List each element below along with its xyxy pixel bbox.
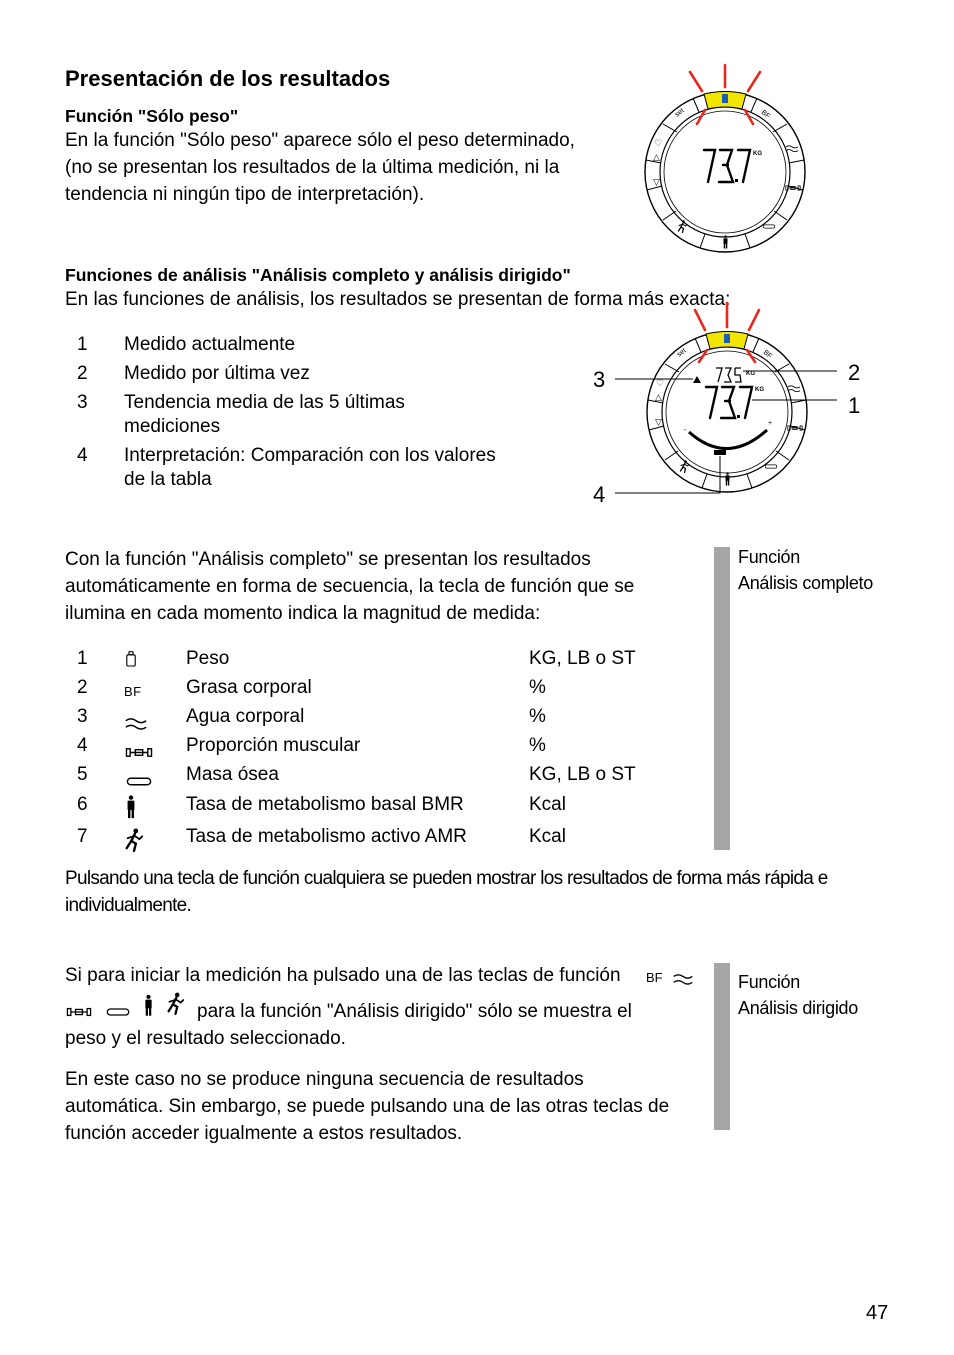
table-row-unit: KG, LB o ST — [529, 764, 636, 785]
completo-note: Pulsando una tecla de función cualquiera se pueden mostrar los resultados de forma más rápida e individualmente. — [65, 868, 828, 916]
dirigido-line-3: peso y el resultado seleccionado. — [65, 1028, 346, 1049]
table-row-number: 4 — [77, 735, 88, 756]
callout-3: 3 — [593, 367, 606, 392]
svg-text:set: set — [673, 107, 686, 119]
table-row-name: Agua corporal — [186, 706, 305, 727]
svg-text:BF: BF — [761, 349, 774, 361]
svg-text:△: △ — [655, 392, 662, 402]
table-row-name: Masa ósea — [186, 764, 279, 785]
legend-item: Medido actualmente — [124, 334, 296, 355]
weight-icon — [124, 649, 138, 669]
svg-text:KG: KG — [755, 387, 764, 393]
person-standing-icon — [143, 994, 154, 1017]
bone-icon — [104, 1006, 132, 1018]
table-row-unit: % — [529, 706, 546, 727]
legend-number: 2 — [77, 363, 88, 384]
body-fat-icon: BF — [124, 684, 142, 699]
legend-item: Medido por última vez — [124, 363, 310, 384]
svg-text:♡: ♡ — [656, 378, 665, 388]
person-standing-icon — [125, 795, 137, 819]
analisis-heading: Funciones de análisis "Análisis completo y análisis dirigido" — [65, 265, 571, 285]
svg-text:-: - — [684, 427, 687, 434]
water-icon — [124, 716, 148, 731]
legend-number: 1 — [77, 334, 88, 355]
muscle-icon — [124, 746, 154, 759]
side-label-dirigido: Función Análisis dirigido — [738, 972, 858, 1018]
sidebar-bar-dirigido — [714, 963, 730, 1130]
table-row-unit: KG, LB o ST — [529, 648, 636, 669]
side-label-completo: Función Análisis completo — [738, 547, 873, 593]
svg-text:BF: BF — [759, 109, 772, 121]
water-icon — [672, 972, 694, 986]
table-row-name: Proporción muscular — [186, 735, 361, 756]
svg-text:set: set — [675, 347, 688, 359]
svg-text:▽: ▽ — [655, 417, 662, 427]
table-row-number: 6 — [77, 794, 88, 815]
table-row-number: 5 — [77, 764, 88, 785]
table-row-name: Peso — [186, 648, 230, 669]
callout-4: 4 — [593, 482, 606, 507]
legend-number: 4 — [77, 445, 88, 466]
person-running-icon — [166, 992, 185, 1015]
completo-text: Con la función "Análisis completo" se presentan los resultados automáticamente en forma de secuencia, la tecla de función que se ilumina en cada momento indica la magnitud de medida: — [65, 549, 635, 624]
table-row-unit: % — [529, 735, 546, 756]
table-row-unit: % — [529, 677, 546, 698]
dirigido-line-1: Si para iniciar la medición ha pulsado una de las teclas de función — [65, 965, 621, 986]
svg-text:♡: ♡ — [654, 138, 663, 148]
dirigido-line-2: para la función "Análisis dirigido" sólo se muestra el — [197, 1001, 632, 1022]
legend-number: 3 — [77, 392, 88, 413]
scale-display-weight-only — [635, 60, 820, 255]
table-row-unit: Kcal — [529, 794, 566, 815]
scale-display-analysis — [585, 300, 875, 515]
solo-peso-text: En la función "Sólo peso" aparece sólo el peso determinado, (no se presentan los resultados de la última medición, ni la tendencia ni ningún tipo de interpretación). — [65, 130, 575, 205]
table-row-name: Tasa de metabolismo activo AMR — [186, 826, 467, 847]
person-running-icon — [124, 828, 144, 852]
bone-icon — [125, 775, 153, 788]
svg-text:KG: KG — [746, 371, 755, 377]
svg-text:▽: ▽ — [653, 177, 660, 187]
legend-item: Tendencia media de las 5 últimas mediciones — [124, 392, 405, 437]
table-row-name: Tasa de metabolismo basal BMR — [186, 794, 464, 815]
legend-item: Interpretación: Comparación con los valores de la tabla — [124, 445, 496, 490]
table-row-number: 2 — [77, 677, 88, 698]
muscle-icon — [65, 1006, 93, 1018]
page-title: Presentación de los resultados — [65, 66, 391, 91]
callout-2: 2 — [848, 360, 861, 385]
solo-peso-heading: Función "Sólo peso" — [65, 106, 239, 126]
svg-text:△: △ — [653, 152, 660, 162]
page-number: 47 — [866, 1302, 889, 1324]
callout-1: 1 — [848, 393, 861, 418]
dirigido-paragraph-2: En este caso no se produce ninguna secuencia de resultados automática. Sin embargo, se puede pulsando una de las otras teclas de función acceder igualmente a estos resultados. — [65, 1069, 670, 1144]
svg-text:KG: KG — [753, 151, 762, 157]
table-row-unit: Kcal — [529, 826, 566, 847]
table-row-number: 1 — [77, 648, 88, 669]
sidebar-bar-completo — [714, 547, 730, 850]
table-row-name: Grasa corporal — [186, 677, 312, 698]
table-row-number: 7 — [77, 826, 88, 847]
body-fat-icon: BF — [646, 970, 663, 985]
analisis-intro: En las funciones de análisis, los resultados se presentan de forma más exacta: — [65, 289, 731, 310]
table-row-number: 3 — [77, 706, 88, 727]
svg-text:+: + — [768, 420, 773, 427]
